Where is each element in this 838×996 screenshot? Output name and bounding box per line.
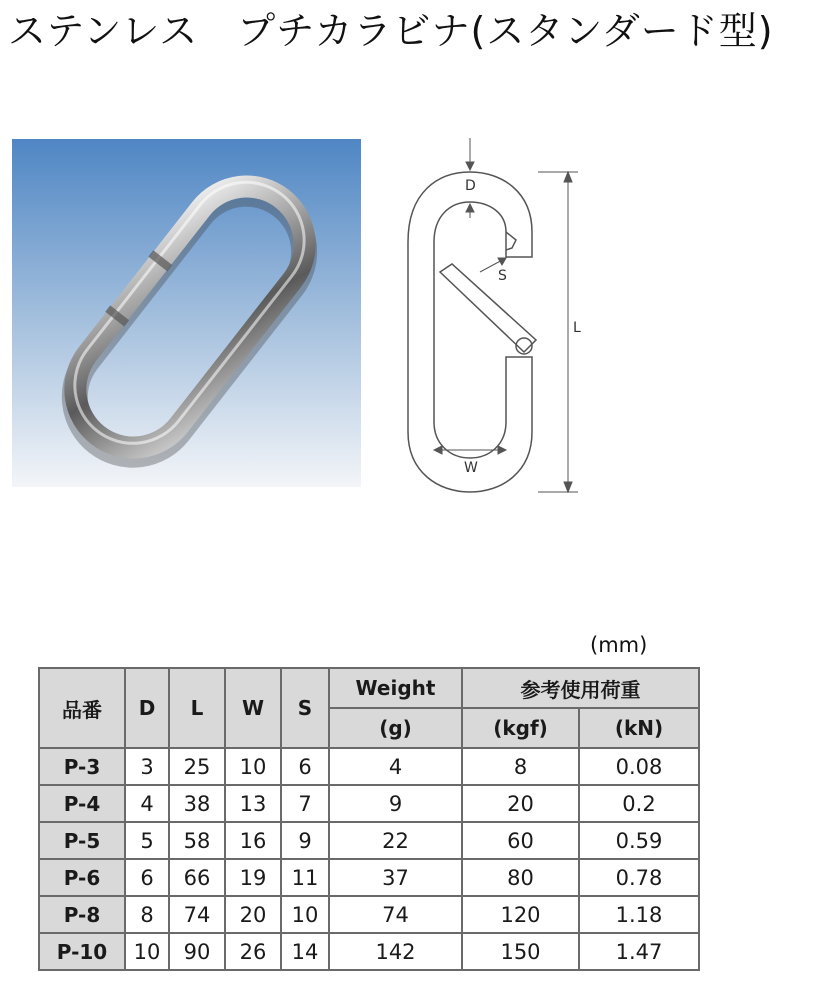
cell-d: 4 [125,785,169,822]
cell-kn: 1.47 [579,933,699,970]
carabiner-photo-image [12,139,361,487]
cell-s: 14 [281,933,329,970]
cell-l: 74 [169,896,225,933]
cell-w: 13 [225,785,281,822]
cell-l: 66 [169,859,225,896]
cell-code: P-4 [39,785,125,822]
unit-label: (mm) [590,633,648,657]
table-row [39,822,699,859]
cell-code: P-5 [39,822,125,859]
cell-kgf: 150 [462,933,579,970]
label-d: D [465,178,476,194]
table-row [39,859,699,896]
cell-w: 10 [225,748,281,785]
table-row [39,933,699,970]
cell-d: 5 [125,822,169,859]
cell-weight: 74 [329,896,462,933]
cell-kn: 0.2 [579,785,699,822]
cell-kgf: 20 [462,785,579,822]
cell-s: 9 [281,822,329,859]
label-l: L [573,320,581,336]
label-w: W [464,460,478,476]
cell-kn: 1.18 [579,896,699,933]
header-l: L [169,668,225,748]
cell-l: 90 [169,933,225,970]
cell-w: 16 [225,822,281,859]
header-s: S [281,668,329,748]
label-s: S [498,268,507,284]
cell-weight: 142 [329,933,462,970]
cell-w: 26 [225,933,281,970]
cell-kgf: 80 [462,859,579,896]
cell-kgf: 8 [462,748,579,785]
table-row [39,896,699,933]
cell-weight: 9 [329,785,462,822]
cell-s: 10 [281,896,329,933]
cell-l: 58 [169,822,225,859]
cell-kn: 0.59 [579,822,699,859]
cell-code: P-8 [39,896,125,933]
cell-d: 3 [125,748,169,785]
cell-w: 19 [225,859,281,896]
cell-d: 10 [125,933,169,970]
cell-d: 6 [125,859,169,896]
header-weight-unit: (g) [329,708,462,748]
header-kn: (kN) [579,708,699,748]
cell-code: P-10 [39,933,125,970]
page-title: ステンレス プチカラビナ(スタンダード型) [8,9,774,53]
cell-weight: 22 [329,822,462,859]
cell-kn: 0.78 [579,859,699,896]
cell-kgf: 120 [462,896,579,933]
cell-l: 38 [169,785,225,822]
cell-weight: 37 [329,859,462,896]
table-row [39,748,699,785]
header-weight: Weight [329,668,462,708]
cell-d: 8 [125,896,169,933]
cell-weight: 4 [329,748,462,785]
cell-s: 7 [281,785,329,822]
header-code: 品番 [39,668,125,748]
cell-w: 20 [225,896,281,933]
header-d: D [125,668,169,748]
header-load: 参考使用荷重 [462,668,699,708]
product-photo [12,139,361,487]
cell-kgf: 60 [462,822,579,859]
carabiner-dimension-drawing [388,132,588,504]
cell-kn: 0.08 [579,748,699,785]
dimension-diagram [388,132,588,504]
header-w: W [225,668,281,748]
cell-code: P-6 [39,859,125,896]
header-kgf: (kgf) [462,708,579,748]
spec-table [38,667,700,971]
table-row [39,785,699,822]
cell-l: 25 [169,748,225,785]
cell-code: P-3 [39,748,125,785]
cell-s: 6 [281,748,329,785]
cell-s: 11 [281,859,329,896]
